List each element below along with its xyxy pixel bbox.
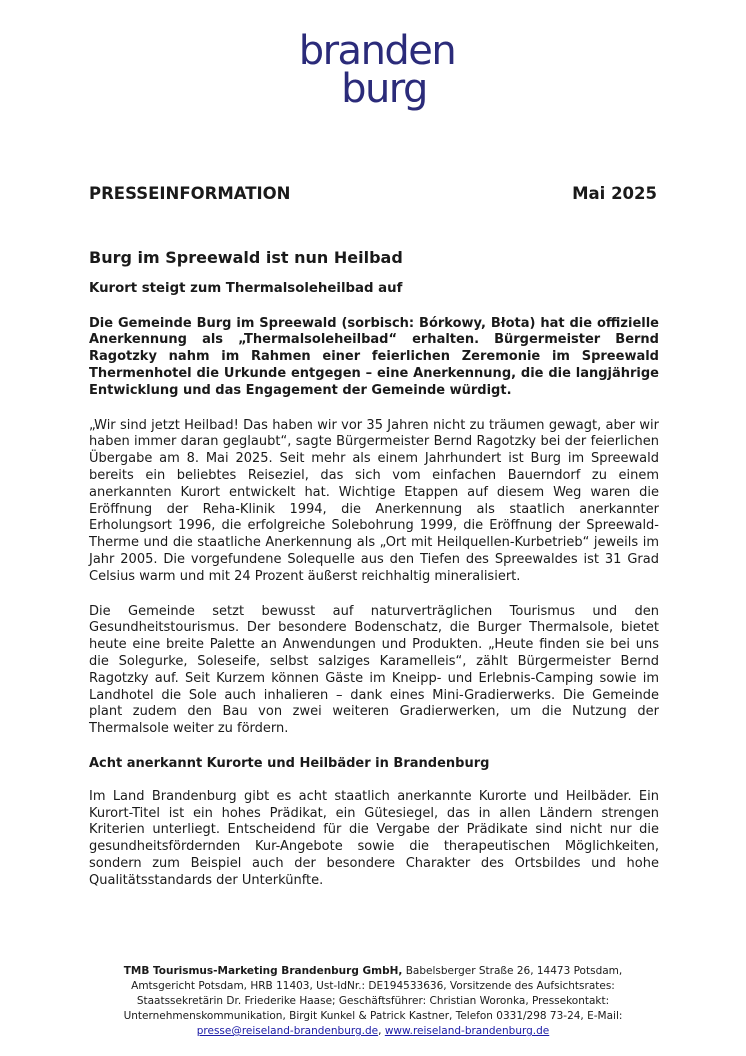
footer-imprint bbox=[96, 964, 650, 1039]
section-heading: Acht anerkannt Kurorte und Heilbäder in Brandenburg bbox=[89, 755, 490, 771]
email-link[interactable]: presse@reiseland-brandenburg.de bbox=[196, 1025, 379, 1037]
footer-email-label: E-Mail: bbox=[587, 1010, 623, 1022]
lead-paragraph: Die Gemeinde Burg im Spreewald (sorbisch: Bórkowy, Błota) hat die offizielle Anerkennung als „Thermalsoleheilbad“ erhalten. Bürgermeister Bernd Ragotzky nahm im Rahmen einer feierlichen Zeremonie im Spreewald Thermenhotel die Urkunde entgegen – eine Anerkennung, die die langjährige Entwicklung und das Engagement der Gemeinde würdigt. bbox=[89, 315, 659, 398]
footer-details: Babelsberger Straße 26, 14473 Potsdam, Amtsgericht Potsdam, HRB 11403, Ust-IdNr.: DE194533636, Vorsitzende des Aufsichtsrates: Staatssekretärin Dr. Friederike Haase; Geschäftsführer: Christian Woronka, Pressekontakt: Unternehmenskommunikation, Birgit Kunkel & Patrick Kastner, Telefon 0331/298 73-24, bbox=[123, 965, 623, 1022]
paragraph-3: Im Land Brandenburg gibt es acht staatlich anerkannte Kurorte und Heilbäder. Ein Kurort-Titel ist ein hohes Prädikat, ein Gütesiegel, das in allen Ländern strengen Kriterien unterliegt. Entscheidend für die Vergabe der Prädikate sind nicht nur die gesundheitsfördernden Kur-Angebote sowie die therapeutischen Möglichkeiten, sondern zum Beispiel auch der besondere Charakter des Ortsbildes und hohe Qualitätsstandards der Unterkünfte. bbox=[89, 788, 659, 888]
article-subtitle: Kurort steigt zum Thermalsoleheilbad auf bbox=[89, 280, 403, 296]
article-body bbox=[89, 250, 659, 908]
paragraph-2: Die Gemeinde setzt bewusst auf naturverträglichen Tourismus und den Gesundheitstourismus. Der besondere Bodenschatz, die Burger Thermalsole, bietet heute eine breite Palette an Anwendungen und Produkten. „Heute finden sie bei uns die Solegurke, Soleseife, selbst salziges Karamelleis“, zählt Bürgermeister Bernd Ragotzky auf. Seit Kurzem können Gäste im Kneipp- und Erlebnis-Camping sowie im Landhotel die Sole auch inhalieren – dank eines Mini-Gradierwerks. Die Gemeinde plant zudem den Bau von zwei weiteren Gradierwerken, um die Nutzung der Thermalsole weiter zu fördern. bbox=[89, 603, 659, 737]
press-label: PRESSEINFORMATION bbox=[89, 184, 291, 203]
website-link[interactable]: www.reiseland-brandenburg.de bbox=[384, 1025, 550, 1037]
press-date: Mai 2025 bbox=[572, 184, 657, 203]
press-header bbox=[89, 184, 657, 203]
paragraph-1: „Wir sind jetzt Heilbad! Das haben wir vor 35 Jahren nicht zu träumen gewagt, aber wir haben immer daran geglaubt“, sagte Bürgermeister Bernd Ragotzky bei der feierlichen Übergabe am 8. Mai 2025. Seit mehr als einem Jahrhundert ist Burg im Spreewald bereits ein beliebtes Reiseziel, das sich vom einfachen Bauerndorf zu einem anerkannten Kurort entwickelt hat. Wichtige Etappen auf diesem Weg waren die Eröffnung der Reha-Klinik 1994, die Anerkennung als staatlich anerkannter Erholungsort 1996, die erfolgreiche Solebohrung 1999, die Eröffnung der Spreewald-Therme und die staatliche Anerkennung als „Ort mit Heilquellen-Kurbetrieb“ jeweils im Jahr 2005. Die vorgefundene Solequelle aus den Tiefen des Spreewaldes ist 31 Grad Celsius warm und mit 24 Prozent äußerst reichhaltig mineralisiert. bbox=[89, 417, 659, 584]
logo-line-1: branden bbox=[298, 28, 456, 74]
footer-separator: , bbox=[378, 1025, 385, 1037]
logo-line-2: burg bbox=[341, 66, 427, 112]
brandenburg-logo bbox=[0, 30, 746, 110]
footer-company: TMB Tourismus-Marketing Brandenburg GmbH, bbox=[123, 965, 403, 977]
article-title: Burg im Spreewald ist nun Heilbad bbox=[89, 248, 403, 267]
